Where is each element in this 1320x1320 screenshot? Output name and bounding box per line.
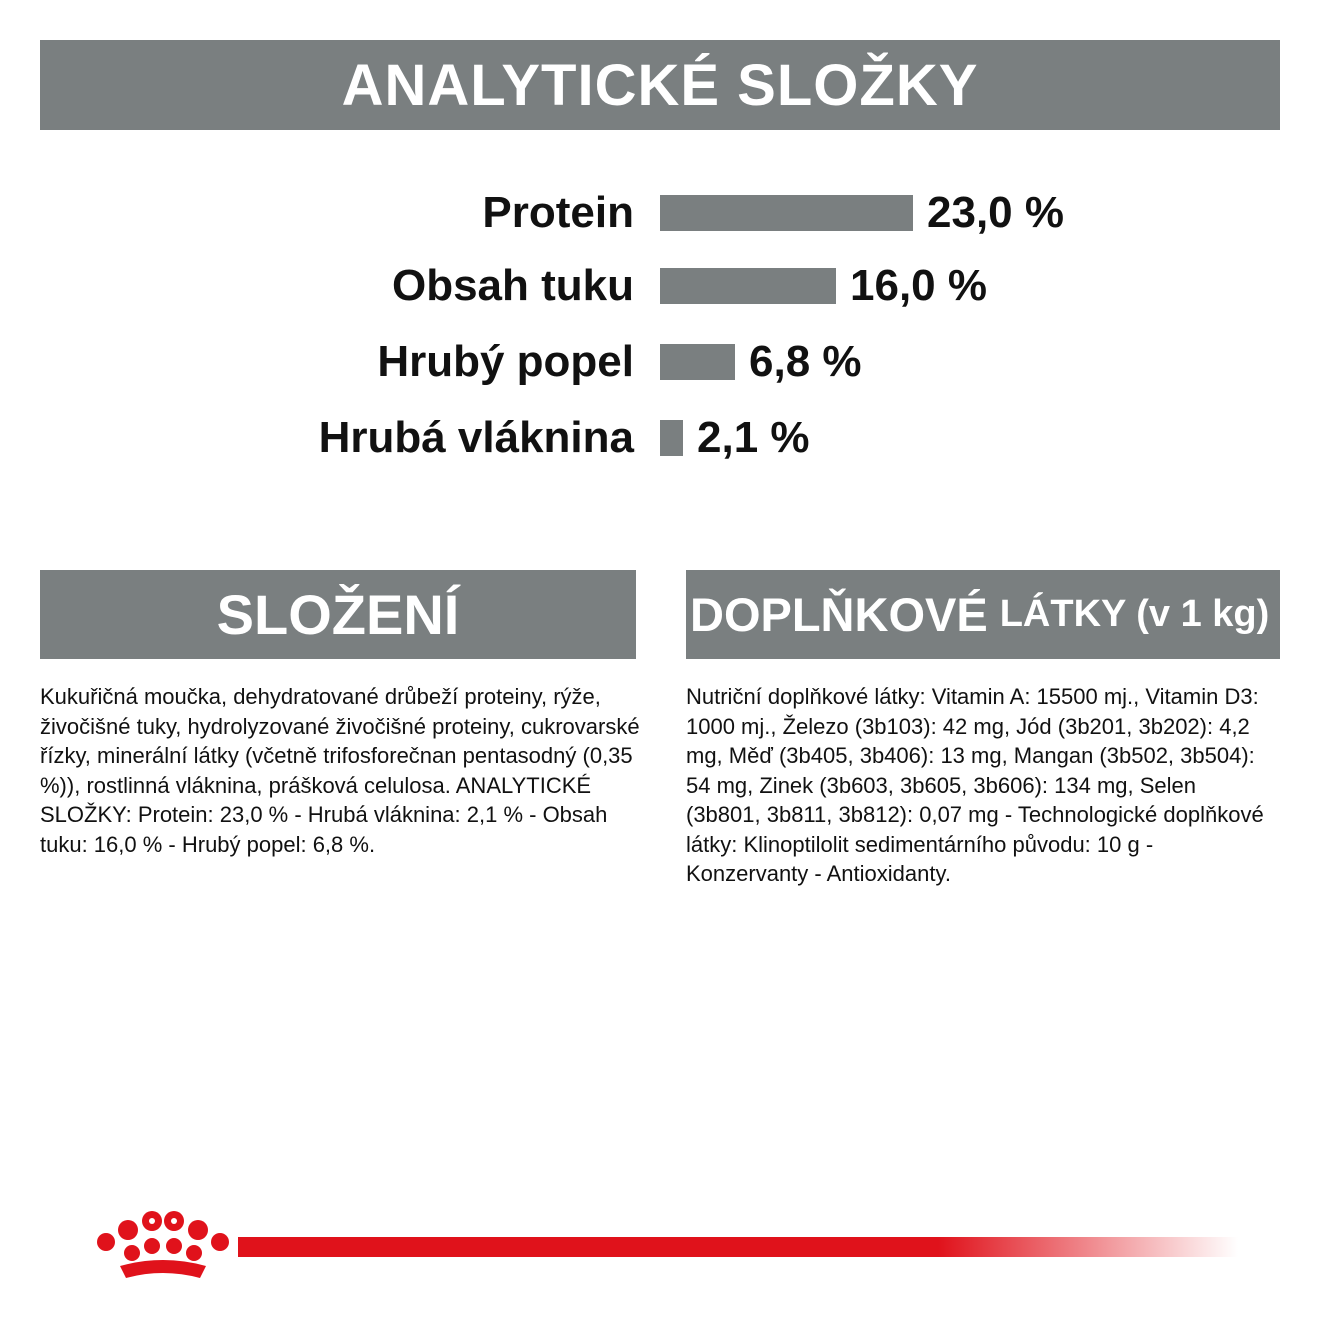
additives-text: Nutriční doplňkové látky: Vitamin A: 15500 mj., Vitamin D3: 1000 mj., Železo (3b103): 42 mg, Jód (3b201, 3b202): 4,2 mg, Měď (3b405, 3b406): 13 mg, Mangan (3b502, 3b504): 54 mg, Zinek (3b603, 3b605, 3b606): 134 mg, Selen (3b801, 3b811, 3b812): 0,07 mg - Technologické doplňkové látky: Klinoptilolit sedimentárního původu: 10 g - Konzervanty - Antioxidanty. bbox=[686, 684, 1264, 886]
analytic-bar bbox=[660, 195, 913, 231]
analytic-header-text: ANALYTICKÉ SLOŽKY bbox=[341, 52, 979, 118]
analytic-header bbox=[40, 40, 1280, 130]
analytic-label: Obsah tuku bbox=[391, 261, 634, 310]
royal-canin-crown-icon bbox=[92, 1208, 234, 1288]
composition-text: Kukuřičná moučka, dehydratované drůbeží proteiny, rýže, živočišné tuky, hydrolyzované živočišné proteiny, cukrovarské řízky, minerální látky (včetně trifosforečnan pentasodný (0,35 %)), rostlinná vláknina, prášková celulosa. ANALYTICKÉ SLOŽKY: Protein: 23,0 % - Hrubá vláknina: 2,1 % - Obsah tuku: 16,0 % - Hrubý popel: 6,8 %. bbox=[40, 684, 640, 857]
additives-header-small: LÁTKY (v 1 kg) bbox=[999, 593, 1270, 635]
analytic-row bbox=[0, 332, 1320, 392]
analytic-bar bbox=[660, 268, 836, 304]
analytic-value: 23,0 % bbox=[927, 188, 1064, 237]
footer-red-line bbox=[238, 1237, 1238, 1257]
analytic-bar bbox=[660, 420, 683, 456]
additives-header-main: DOPLŇKOVÉ bbox=[690, 588, 988, 641]
analytic-label: Protein bbox=[482, 188, 634, 237]
additives-header bbox=[686, 570, 1280, 659]
analytic-value: 6,8 % bbox=[749, 337, 862, 386]
composition-header bbox=[40, 570, 636, 659]
analytic-value: 16,0 % bbox=[850, 261, 987, 310]
analytic-row bbox=[0, 183, 1320, 243]
composition-header-text: SLOŽENÍ bbox=[216, 583, 460, 646]
analytic-row bbox=[0, 256, 1320, 316]
analytic-label: Hrubá vláknina bbox=[318, 413, 634, 462]
analytic-bar bbox=[660, 344, 735, 380]
analytic-row bbox=[0, 408, 1320, 468]
analytic-value: 2,1 % bbox=[697, 413, 810, 462]
analytic-label: Hrubý popel bbox=[377, 337, 634, 386]
